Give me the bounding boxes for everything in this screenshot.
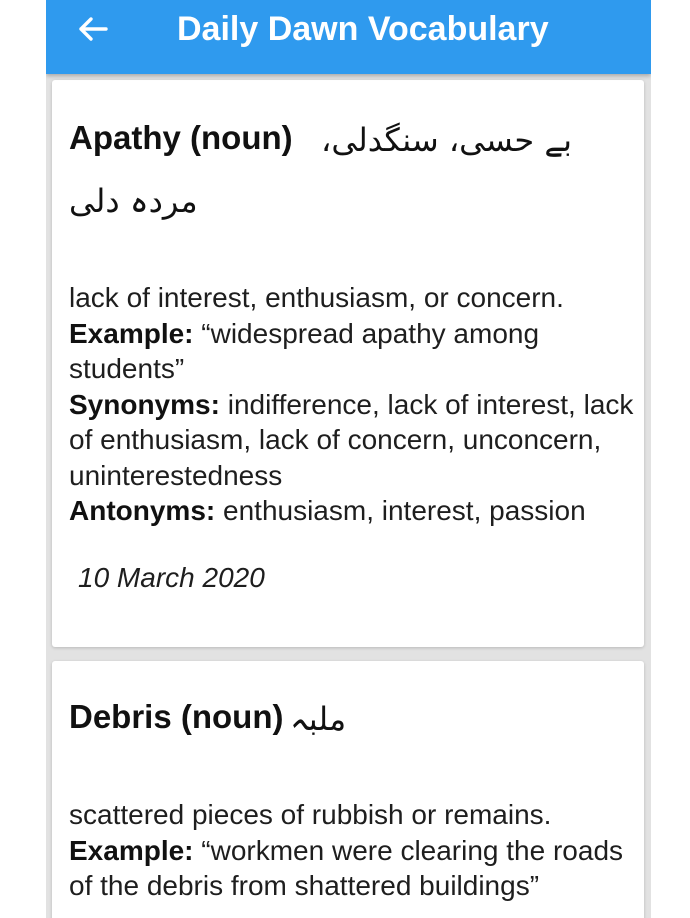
app-title: Daily Dawn Vocabulary xyxy=(177,10,549,48)
app-screen xyxy=(46,0,651,918)
app-bar xyxy=(46,0,651,74)
synonyms-label: Synonyms: xyxy=(69,388,220,420)
urdu-meaning: بے حسی، سنگدلی، xyxy=(320,121,572,159)
example-text: “workmen were clearing the roads of the debris from shattered buildings” xyxy=(69,834,624,901)
vocabulary-card[interactable] xyxy=(52,80,644,647)
antonyms-text: enthusiasm, interest, passion xyxy=(223,495,586,526)
example-text: “widespread apathy among students” xyxy=(69,317,540,384)
urdu-meaning: ملبہ xyxy=(290,700,347,738)
antonyms-label: Antonyms: xyxy=(69,495,216,526)
example-label: Example: xyxy=(69,834,194,866)
definition-text: scattered pieces of rubbish or remains. xyxy=(69,799,552,830)
synonyms-line xyxy=(69,387,634,494)
post-date: 10 March 2020 xyxy=(78,562,265,593)
antonyms-line xyxy=(69,493,634,529)
word-details xyxy=(69,280,634,529)
word-title: Debris (noun) xyxy=(69,698,284,735)
back-button[interactable] xyxy=(76,12,110,46)
urdu-meaning-continued: مردہ دلی xyxy=(69,182,198,220)
vocabulary-card[interactable] xyxy=(52,661,644,918)
definition-text: lack of interest, enthusiasm, or concern. xyxy=(69,282,564,313)
example-line xyxy=(69,316,634,387)
word-details xyxy=(69,797,634,904)
word-title: Apathy (noun) xyxy=(69,119,293,156)
arrow-left-icon xyxy=(76,12,110,46)
example-line xyxy=(69,833,634,904)
synonyms-text: indifference, lack of interest, lack of enthusiasm, lack of concern, unconcern, uninterestedness xyxy=(69,388,634,491)
example-label: Example: xyxy=(69,317,194,349)
